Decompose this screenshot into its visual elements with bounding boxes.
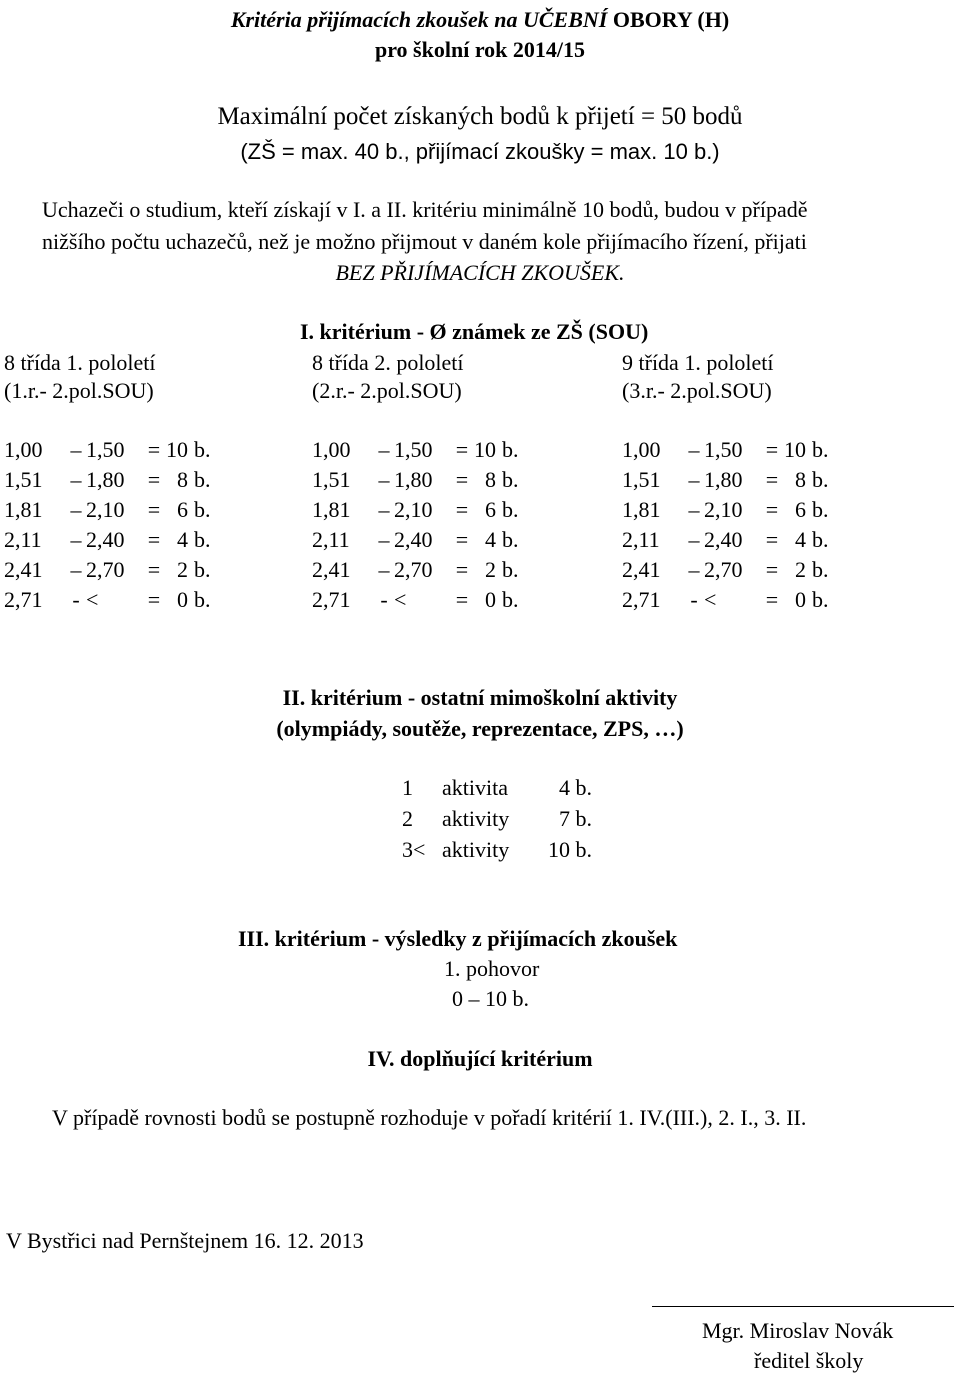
points-value: 2	[795, 557, 806, 582]
range-to: 1,80	[704, 467, 743, 492]
criterion-3-range: 0 – 10 b.	[452, 986, 529, 1011]
criterion-1-column-3	[622, 349, 829, 615]
criterion-3-item: 1. pohovor	[444, 956, 540, 981]
range-from: 1,00	[312, 437, 351, 462]
equals-sign: =	[147, 467, 161, 492]
criterion-4-title: IV. doplňující kritérium	[367, 1046, 593, 1071]
points-value: 4	[485, 527, 496, 552]
equals-sign: =	[455, 437, 469, 462]
activity-list	[402, 772, 592, 865]
max-points-line-1: Maximální počet získaných bodů k přijetí = 50 bodů	[217, 103, 743, 130]
score-row	[4, 585, 211, 615]
points-unit: b.	[194, 557, 211, 582]
score-row	[312, 495, 519, 525]
equals-sign: =	[147, 437, 161, 462]
title-part-1: Kritéria přijímacích zkoušek na UČEBNÍ	[230, 7, 613, 32]
range-from: 2,11	[4, 527, 42, 552]
equals-sign: =	[765, 437, 779, 462]
points-value: 6	[177, 497, 188, 522]
score-row	[312, 525, 519, 555]
points-unit: b.	[812, 527, 829, 552]
points-value: 10	[784, 437, 806, 462]
score-rows	[312, 435, 519, 615]
points-value: 6	[795, 497, 806, 522]
points-unit: b.	[502, 527, 519, 552]
range-to: 2,70	[86, 557, 125, 582]
range-from: 2,71	[4, 587, 43, 612]
points-value: 8	[485, 467, 496, 492]
points-value: 10	[166, 437, 188, 462]
range-separator: –	[378, 437, 390, 462]
points-unit: b.	[502, 587, 519, 612]
activity-row: 2 aktivity 7 b.	[402, 806, 592, 831]
range-separator: –	[688, 467, 700, 492]
range-to: 1,80	[86, 467, 125, 492]
range-separator: –	[70, 527, 82, 552]
score-row	[622, 525, 829, 555]
score-row	[622, 555, 829, 585]
criterion-2-subtitle: (olympiády, soutěže, reprezentace, ZPS, …)	[276, 716, 684, 741]
range-to: <	[86, 587, 99, 612]
equals-sign: =	[147, 587, 161, 612]
equals-sign: =	[455, 497, 469, 522]
range-separator: -	[380, 587, 388, 612]
range-from: 2,41	[4, 557, 43, 582]
range-separator: –	[70, 497, 82, 522]
range-separator: -	[72, 587, 80, 612]
score-row	[4, 555, 211, 585]
range-from: 2,11	[622, 527, 660, 552]
criterion-1-title: I. kritérium - Ø známek ze ZŠ (SOU)	[300, 319, 649, 344]
criterion-1-column-2	[312, 349, 519, 615]
activity-row: 3< aktivity 10 b.	[402, 837, 592, 862]
range-from: 1,81	[312, 497, 351, 522]
range-to: 2,70	[704, 557, 743, 582]
range-separator: –	[688, 497, 700, 522]
range-separator: –	[378, 527, 390, 552]
range-from: 2,71	[312, 587, 351, 612]
points-value: 6	[485, 497, 496, 522]
points-value: 0	[795, 587, 806, 612]
column-heading: 8 třída 2. pololetí	[312, 350, 464, 375]
range-from: 2,41	[312, 557, 351, 582]
points-value: 2	[177, 557, 188, 582]
column-subheading: (3.r.- 2.pol.SOU)	[622, 378, 772, 403]
equals-sign: =	[455, 527, 469, 552]
points-value: 2	[485, 557, 496, 582]
score-row	[622, 435, 829, 465]
range-separator: –	[70, 437, 82, 462]
range-to: 1,50	[86, 437, 125, 462]
range-separator: –	[688, 437, 700, 462]
points-unit: b.	[502, 557, 519, 582]
points-unit: b.	[194, 437, 211, 462]
points-unit: b.	[812, 467, 829, 492]
score-rows	[622, 435, 829, 615]
equals-sign: =	[455, 587, 469, 612]
range-to: 2,10	[704, 497, 743, 522]
range-from: 1,51	[4, 467, 43, 492]
signature-line	[652, 1306, 954, 1307]
points-unit: b.	[812, 557, 829, 582]
column-subheading: (2.r.- 2.pol.SOU)	[312, 378, 462, 403]
criterion-3-title: III. kritérium - výsledky z přijímacích zkoušek	[238, 926, 678, 951]
equals-sign: =	[455, 467, 469, 492]
range-to: 2,40	[704, 527, 743, 552]
school-year: pro školní rok 2014/15	[374, 37, 586, 62]
points-value: 4	[795, 527, 806, 552]
range-to: <	[704, 587, 717, 612]
range-from: 1,81	[622, 497, 661, 522]
score-row	[4, 435, 211, 465]
points-unit: b.	[194, 527, 211, 552]
score-rows	[4, 435, 211, 615]
range-separator: –	[378, 497, 390, 522]
range-separator: -	[690, 587, 698, 612]
range-from: 2,71	[622, 587, 661, 612]
points-value: 0	[485, 587, 496, 612]
score-row	[622, 585, 829, 615]
score-row	[312, 435, 519, 465]
points-value: 8	[795, 467, 806, 492]
equals-sign: =	[765, 557, 779, 582]
equals-sign: =	[765, 467, 779, 492]
points-unit: b.	[812, 497, 829, 522]
equals-sign: =	[765, 587, 779, 612]
equals-sign: =	[765, 497, 779, 522]
equals-sign: =	[147, 497, 161, 522]
range-from: 1,51	[622, 467, 661, 492]
range-to: 2,10	[86, 497, 125, 522]
max-points-line-2: (ZŠ = max. 40 b., přijímací zkoušky = max. 10 b.)	[240, 139, 720, 164]
points-unit: b.	[194, 497, 211, 522]
range-to: 1,80	[394, 467, 433, 492]
equals-sign: =	[147, 557, 161, 582]
points-unit: b.	[812, 437, 829, 462]
score-row	[4, 525, 211, 555]
range-separator: –	[70, 467, 82, 492]
equals-sign: =	[765, 527, 779, 552]
title-part-2: OBORY (H)	[612, 7, 730, 32]
score-row	[4, 465, 211, 495]
range-from: 2,41	[622, 557, 661, 582]
score-row	[312, 555, 519, 585]
equals-sign: =	[147, 527, 161, 552]
range-separator: –	[688, 557, 700, 582]
score-row	[622, 465, 829, 495]
points-value: 10	[474, 437, 496, 462]
column-subheading: (1.r.- 2.pol.SOU)	[4, 378, 154, 403]
points-value: 4	[177, 527, 188, 552]
range-to: 1,50	[704, 437, 743, 462]
range-from: 2,11	[312, 527, 350, 552]
signer-name: Mgr. Miroslav Novák	[702, 1318, 894, 1343]
points-unit: b.	[502, 497, 519, 522]
points-unit: b.	[194, 467, 211, 492]
score-row	[312, 585, 519, 615]
range-to: 1,50	[394, 437, 433, 462]
equals-sign: =	[455, 557, 469, 582]
points-unit: b.	[194, 587, 211, 612]
intro-line-1: Uchazeči o studium, kteří získají v I. a II. kritériu minimálně 10 bodů, budou v případě	[42, 197, 808, 222]
range-separator: –	[378, 467, 390, 492]
signer-role: ředitel školy	[754, 1348, 864, 1373]
criterion-4-text: V případě rovnosti bodů se postupně rozhoduje v pořadí kritérií 1. IV.(III.), 2. I., 3. II.	[52, 1105, 807, 1130]
score-row	[4, 495, 211, 525]
points-unit: b.	[502, 437, 519, 462]
range-to: 2,40	[86, 527, 125, 552]
range-to: <	[394, 587, 407, 612]
range-from: 1,51	[312, 467, 351, 492]
points-value: 0	[177, 587, 188, 612]
points-unit: b.	[502, 467, 519, 492]
column-heading: 8 třída 1. pololetí	[4, 350, 156, 375]
place-date: V Bystřici nad Pernštejnem 16. 12. 2013	[6, 1228, 364, 1253]
points-unit: b.	[812, 587, 829, 612]
activity-row: 1 aktivita 4 b.	[402, 775, 592, 800]
range-from: 1,00	[4, 437, 43, 462]
column-heading: 9 třída 1. pololetí	[622, 350, 774, 375]
range-to: 2,70	[394, 557, 433, 582]
intro-line-3: BEZ PŘIJÍMACÍCH ZKOUŠEK.	[335, 260, 625, 285]
score-row	[622, 495, 829, 525]
criterion-2-title: II. kritérium - ostatní mimoškolní aktivity	[282, 685, 678, 710]
range-to: 2,40	[394, 527, 433, 552]
intro-line-2: nižšího počtu uchazečů, než je možno přijmout v daném kole přijímacího řízení, přijati	[42, 229, 807, 254]
range-from: 1,81	[4, 497, 43, 522]
range-separator: –	[70, 557, 82, 582]
score-row	[312, 465, 519, 495]
range-separator: –	[688, 527, 700, 552]
points-value: 8	[177, 467, 188, 492]
document-title	[0, 6, 960, 34]
criterion-1-column-1	[4, 349, 211, 615]
range-separator: –	[378, 557, 390, 582]
range-from: 1,00	[622, 437, 661, 462]
range-to: 2,10	[394, 497, 433, 522]
